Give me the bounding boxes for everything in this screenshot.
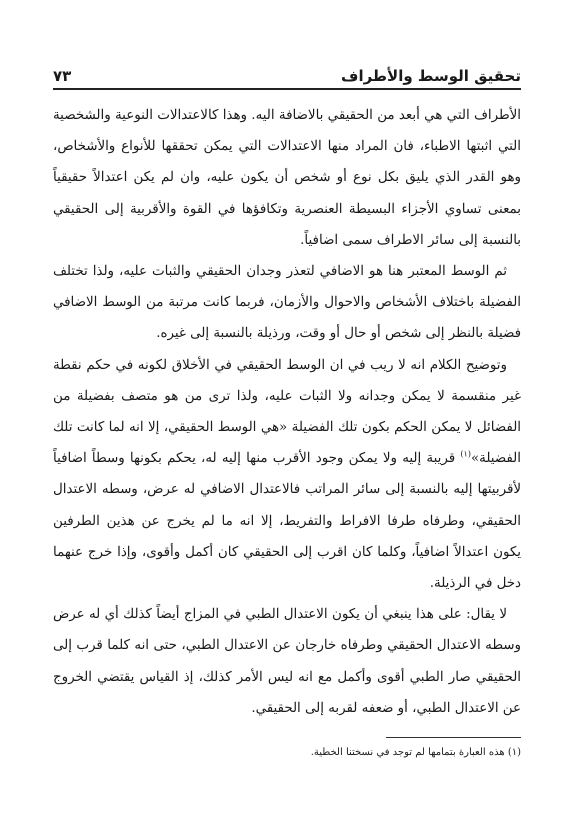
page-header — [53, 62, 521, 90]
paragraph-3-part-1: وتوضيح الكلام انه لا ريب في ان الوسط الحقيقي في الأخلاق لكونه في حكم نقطة غير منقسمة لا يمكن وجدانه ولا الثبات عليه، ولذا ترى من هو متصف بفضيلة من الفضائل لا يمكن الحكم بكون تلك الفضيلة «هي الوسط الحقيقي، إلا انه لما كانت تلك الفضيلة» — [53, 357, 521, 467]
page-number: ٧٣ — [53, 67, 72, 85]
running-head: تحقيق الوسط والأطراف — [341, 67, 521, 85]
paragraph-1: الأطراف التي هي أبعد من الحقيقي بالاضافة اليه. وهذا كالاعتدالات النوعية والشخصية التي اثبتها الاطباء، فان المراد منها الاعتدالات التي يمكن تحققها للأنواع والأشخاص، وهو القدر الذي يليق بكل نوع أو شخص أن يكون عليه، وان لم يكن اعتدالاً حقيقياً بمعنى تساوي الأجزاء البسيطة العنصرية وتكافؤها في القوة والأقربية إلى الحقيقي بالنسبة إلى سائر الاطراف سمى اضافياً. — [53, 108, 521, 248]
paragraph-4: لا يقال: على هذا ينبغي أن يكون الاعتدال الطبي في المزاج أيضاً كذلك أي له عرض وسطه الاعتدال الحقيقي وطرفاه خارجان عن الاعتدال الطبي، حتى انه كلما قرب إلى الحقيقي صار الطبي أقوى وأكمل مع انه ليس الأمر كذلك، إذ القياس يقتضي الخروج عن الاعتدال الطبي، أو ضعفه لقربه إلى الحقيقي. — [53, 607, 521, 716]
paragraph-3 — [53, 350, 521, 600]
paragraph-3-part-2: قريبة إليه ولا يمكن وجود الأقرب منها إليه له، يحكم بكونها وسطاً اضافياً لأقربيتها إليه بالنسبة إلى سائر المراتب فالاعتدال الاضافي له عرض، وسطه الاعتدال الحقيقي، وطرفاه طرفا الافراط والتفريط، إلا انه ما لم يخرج عن هذين الطرفين يكون اعتدالاً اضافياً، وكلما كان اقرب إلى الحقيقي كان أكمل وأقوى، وإذا خرج عنهما دخل في الرذيلة. — [53, 451, 521, 592]
body-text — [53, 100, 521, 724]
paragraph-2: ثم الوسط المعتبر هنا هو الاضافي لتعذر وجدان الحقيقي والثبات عليه، ولذا تختلف الفضيلة باختلاف الأشخاص والاحوال والأزمان، فربما كانت مرتبة من الوسط الاضافي فضيلة بالنظر إلى شخص أو حال أو وقت، ورذيلة بالنسبة إلى غيره. — [53, 264, 521, 342]
footnote: (١) هذه العبارة بتمامها لم توجد في نسختنا الخطية. — [310, 747, 521, 758]
footnote-divider — [386, 737, 521, 738]
footnote-marker: (١) — [460, 449, 471, 459]
